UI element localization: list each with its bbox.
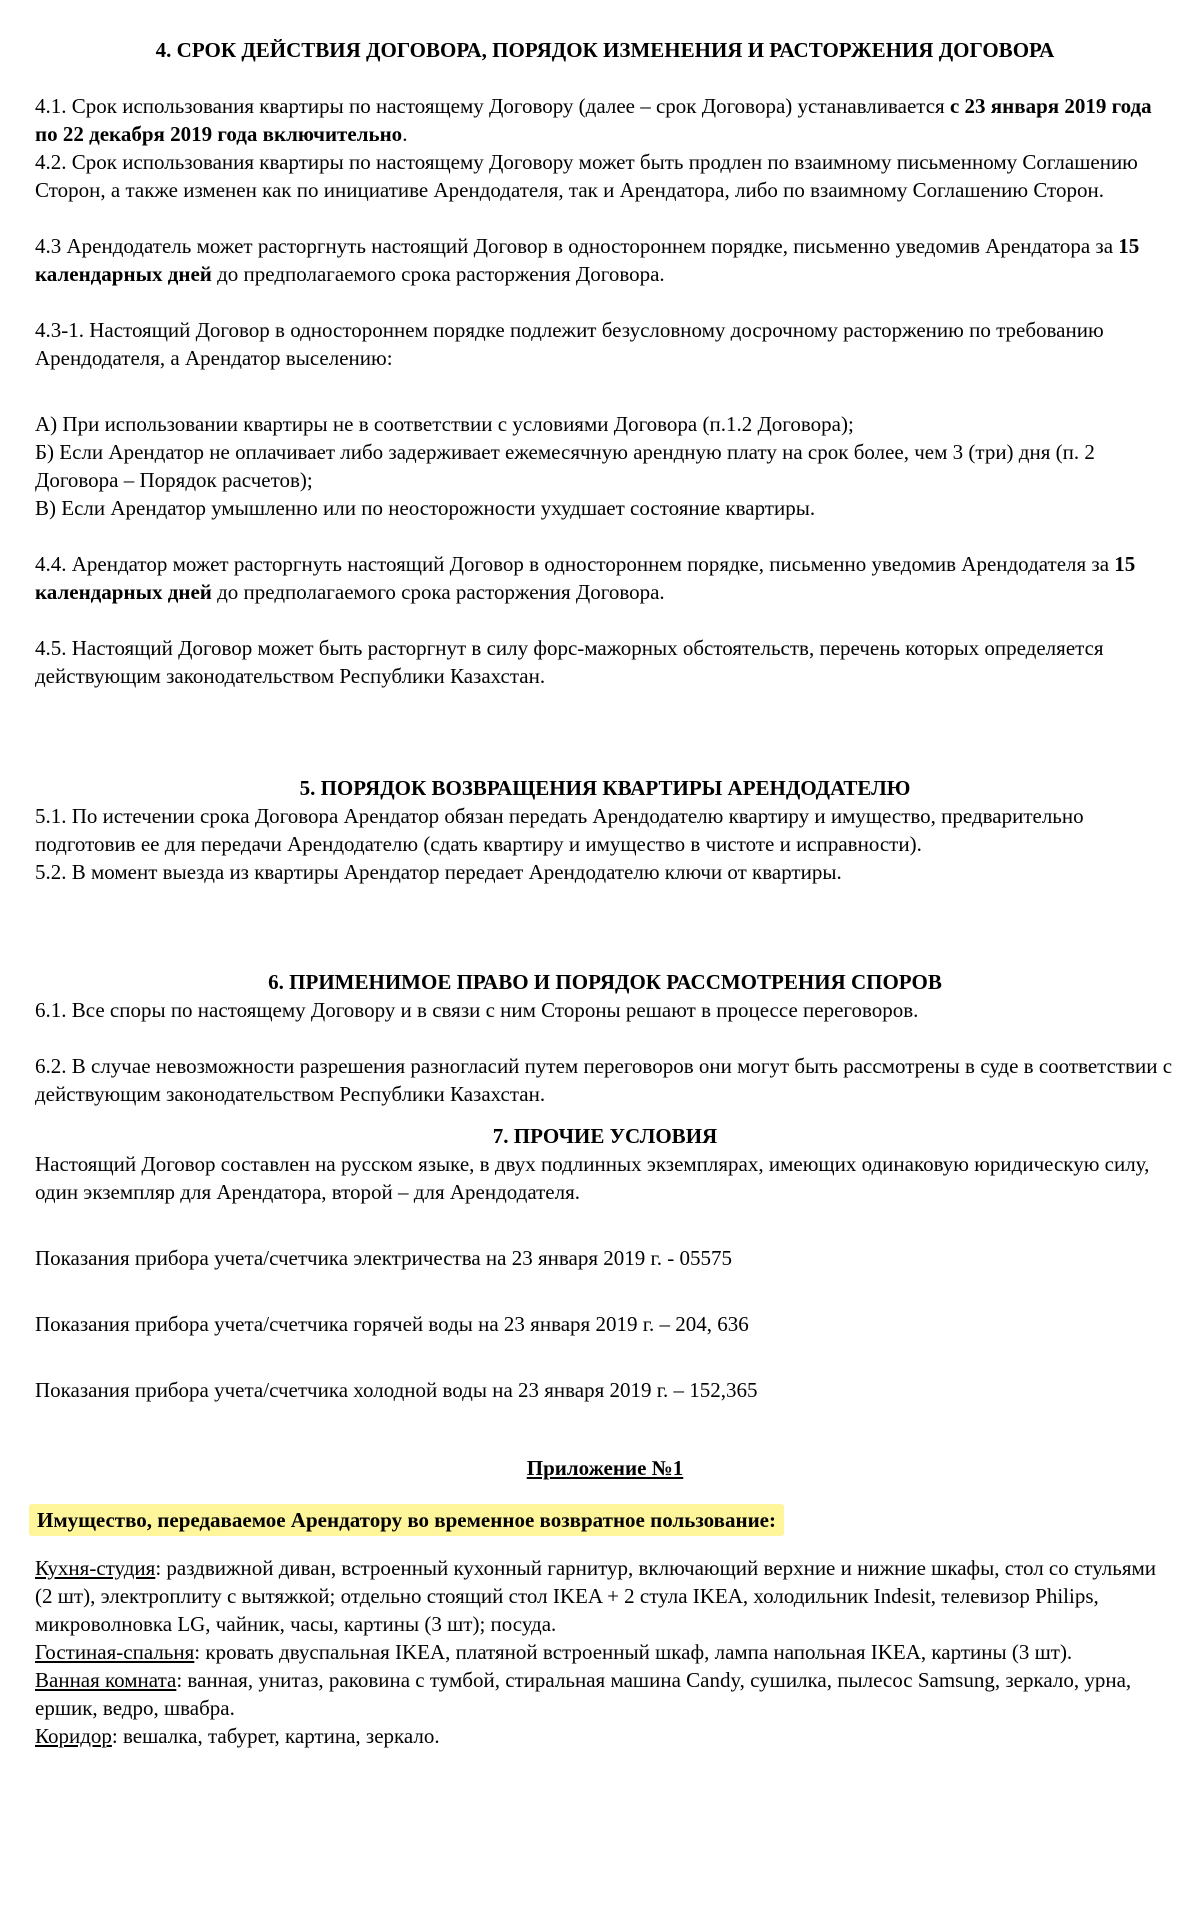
clause-4-4-text: 4.4. Арендатор может расторгнуть настоящий Договор в одностороннем порядке, письменно уведомив Арендодателя за xyxy=(35,552,1115,576)
clause-4-4-days: 15 календарных дней xyxy=(35,552,1136,604)
kitchen-label: Кухня-студия xyxy=(35,1556,156,1580)
kitchen-text: : раздвижной диван, встроенный кухонный гарнитур, включающий верхние и нижние шкафы, стол со стульями (2 шт), электроплиту с вытяжкой; отдельно стоящий стол IKEA + 2 стула IKEA, холодильник Indesit, телевизор Philips, микроволновка LG, чайник, часы, картины (3 шт); посуда. xyxy=(35,1556,1157,1636)
clause-4-3 xyxy=(35,232,1175,288)
clause-7-text: Настоящий Договор составлен на русском языке, в двух подлинных экземплярах, имеющих одинаковую юридическую силу, один экземпляр для Арендатора, второй – для Арендодателя. xyxy=(35,1152,1150,1204)
section-7-title: 7. ПРОЧИЕ УСЛОВИЯ xyxy=(492,1124,718,1148)
hall-label: Коридор xyxy=(35,1724,112,1748)
meter-cold-water: Показания прибора учета/счетчика холодной воды на 23 января 2019 г. – 152,365 xyxy=(35,1378,758,1402)
clause-4-1-dates: с 23 января 2019 года по 22 декабря 2019 года включительно xyxy=(35,94,1152,146)
bath-text: : ванная, унитаз, раковина с тумбой, стиральная машина Candy, сушилка, пылесос Samsung, зеркало, урна, ершик, ведро, швабра. xyxy=(35,1668,1132,1720)
bath-label: Ванная комната xyxy=(35,1668,177,1692)
meter-hot-water: Показания прибора учета/счетчика горячей воды на 23 января 2019 г. – 204, 636 xyxy=(35,1312,749,1336)
clause-4-3-text: 4.3 Арендодатель может расторгнуть настоящий Договор в одностороннем порядке, письменно уведомив Арендатора за xyxy=(35,234,1119,258)
clause-4-3-1: 4.3-1. Настоящий Договор в одностороннем порядке подлежит безусловному досрочному расторжению по требованию Арендодателя, а Арендатор выселению: xyxy=(35,318,1104,370)
contract-page xyxy=(35,36,1175,1750)
clause-4-1 xyxy=(35,92,1175,148)
clause-4-3-1-a: А) При использовании квартиры не в соответствии с условиями Договора (п.1.2 Договора); xyxy=(35,412,854,436)
section-4-title: 4. СРОК ДЕЙСТВИЯ ДОГОВОРА, ПОРЯДОК ИЗМЕНЕНИЯ И РАСТОРЖЕНИЯ ДОГОВОРА xyxy=(155,38,1055,62)
clause-6-2: 6.2. В случае невозможности разрешения разногласий путем переговоров они могут быть рассмотрены в суде в соответствии с действующим законодательством Республики Казахстан. xyxy=(35,1054,1173,1106)
kitchen-item xyxy=(35,1554,1175,1638)
living-label: Гостиная-спальня xyxy=(35,1640,195,1664)
clause-4-3-end: до предполагаемого срока расторжения Договора. xyxy=(211,262,665,286)
clause-4-5: 4.5. Настоящий Договор может быть расторгнут в силу форс-мажорных обстоятельств, перечень которых определяется действующим законодательством Республики Казахстан. xyxy=(35,636,1104,688)
clause-5-2: 5.2. В момент выезда из квартиры Арендатор передает Арендодателю ключи от квартиры. xyxy=(35,860,842,884)
section-5-title: 5. ПОРЯДОК ВОЗВРАЩЕНИЯ КВАРТИРЫ АРЕНДОДАТЕЛЮ xyxy=(299,776,911,800)
property-heading: Имущество, передаваемое Арендатору во временное возвратное пользование: xyxy=(29,1504,784,1536)
living-item xyxy=(35,1638,1175,1666)
clause-5-1: 5.1. По истечении срока Договора Арендатор обязан передать Арендодателю квартиру и имущество, предварительно подготовив ее для передачи Арендодателю (сдать квартиру и имущество в чистоте и исправности). xyxy=(35,804,1084,856)
bath-item xyxy=(35,1666,1175,1722)
clause-4-3-1-v: В) Если Арендатор умышленно или по неосторожности ухудшает состояние квартиры. xyxy=(35,496,816,520)
clause-6-1: 6.1. Все споры по настоящему Договору и в связи с ним Стороны решают в процессе переговоров. xyxy=(35,998,919,1022)
clause-4-1-end: . xyxy=(402,122,408,146)
clause-4-4-end: до предполагаемого срока расторжения Договора. xyxy=(211,580,665,604)
living-text: : кровать двуспальная IKEA, платяной встроенный шкаф, лампа напольная IKEA, картины (3 шт). xyxy=(194,1640,1073,1664)
hall-text: : вешалка, табурет, картина, зеркало. xyxy=(111,1724,440,1748)
property-highlight xyxy=(35,1504,1175,1536)
hall-item xyxy=(35,1722,1175,1750)
clause-4-4 xyxy=(35,550,1175,606)
meter-electricity: Показания прибора учета/счетчика электричества на 23 января 2019 г. - 05575 xyxy=(35,1246,732,1270)
clause-4-1-text: 4.1. Срок использования квартиры по настоящему Договору (далее – срок Договора) устанавливается xyxy=(35,94,950,118)
clause-4-3-1-b: Б) Если Арендатор не оплачивает либо задерживает ежемесячную арендную плату на срок более, чем 3 (три) дня (п. 2 Договора – Порядок расчетов); xyxy=(35,440,1095,492)
clause-4-3-days: 15 календарных дней xyxy=(35,234,1140,286)
appendix-title: Приложение №1 xyxy=(526,1456,684,1480)
clause-4-2: 4.2. Срок использования квартиры по настоящему Договору может быть продлен по взаимному письменному Соглашению Сторон, а также изменен как по инициативе Арендодателя, так и Арендатора, либо по взаимному Соглашению Сторон. xyxy=(35,150,1138,202)
section-6-title: 6. ПРИМЕНИМОЕ ПРАВО И ПОРЯДОК РАССМОТРЕНИЯ СПОРОВ xyxy=(268,970,942,994)
